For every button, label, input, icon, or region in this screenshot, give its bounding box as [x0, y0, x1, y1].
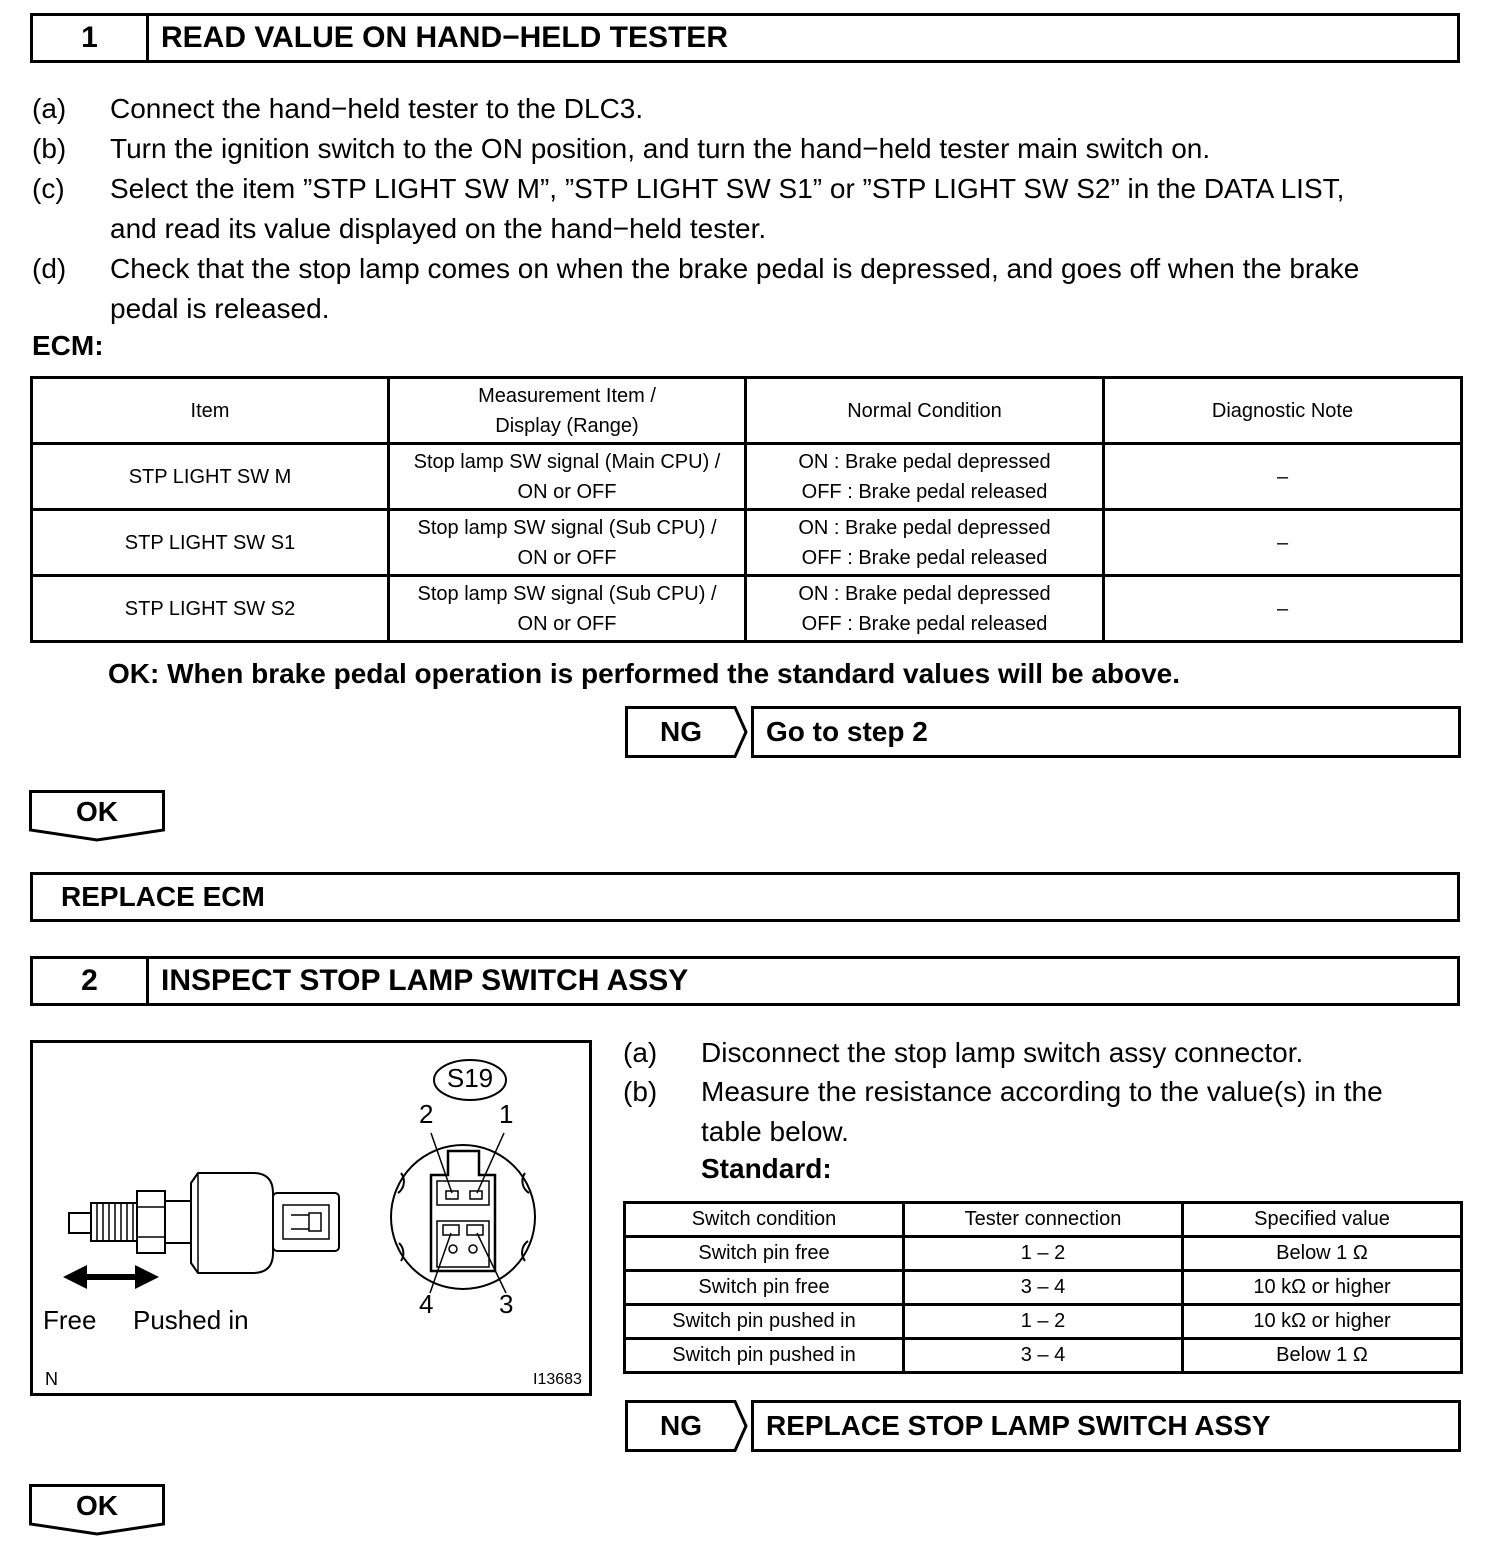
table-cell: Stop lamp SW signal (Main CPU) / ON or OFF — [389, 444, 746, 510]
step-1-instruction-c — [32, 169, 1472, 249]
instruction-text: Check that the stop lamp comes on when the brake pedal is depressed, and goes off when the brake — [110, 253, 1360, 284]
table-cell: 3 – 4 — [903, 1339, 1182, 1373]
figure-corner-left: N — [45, 1369, 58, 1389]
instruction-label: (b) — [623, 1076, 658, 1107]
ng-branch-step-1[interactable] — [625, 706, 1461, 758]
step-1-instruction-a — [32, 89, 1472, 129]
table-cell: 10 kΩ or higher — [1183, 1305, 1462, 1339]
pin-label-4: 4 — [419, 1289, 434, 1319]
pushed-in-label: Pushed in — [133, 1305, 249, 1335]
ng-label: NG — [660, 716, 702, 747]
ok-condition-note: OK: When brake pedal operation is performed the standard values will be above. — [108, 658, 1181, 689]
standard-label: Standard: — [701, 1153, 832, 1184]
table-header-cell: Specified value — [1183, 1203, 1462, 1237]
instruction-text: and read its value displayed on the hand−held tester. — [110, 213, 767, 244]
stop-lamp-switch-figure — [30, 1040, 592, 1396]
table-cell: Below 1 Ω — [1183, 1237, 1462, 1271]
pin-label-3: 3 — [499, 1289, 514, 1319]
figure-id: I13683 — [533, 1371, 582, 1388]
table-row — [32, 576, 1462, 642]
instruction-label: (c) — [32, 173, 65, 204]
table-cell: 1 – 2 — [903, 1305, 1182, 1339]
table-cell: 3 – 4 — [903, 1271, 1182, 1305]
table-header-cell: Item — [32, 378, 389, 444]
step-2-instruction-b — [623, 1072, 1473, 1152]
table-header-row — [32, 378, 1462, 444]
ok-label: OK — [76, 1490, 118, 1521]
instruction-text: pedal is released. — [110, 293, 330, 324]
table-cell: – — [1104, 510, 1462, 576]
table-row — [625, 1271, 1462, 1305]
table-header-cell: Tester connection — [903, 1203, 1182, 1237]
step-2-title: INSPECT STOP LAMP SWITCH ASSY — [161, 964, 689, 997]
connector-id: S19 — [446, 1063, 494, 1093]
instruction-text: Measure the resistance according to the value(s) in the — [701, 1076, 1383, 1107]
table-row — [32, 444, 1462, 510]
pin-label-2: 2 — [419, 1099, 434, 1129]
pin-label-1: 1 — [499, 1099, 514, 1129]
table-cell: STP LIGHT SW S2 — [32, 576, 389, 642]
table-header-row — [625, 1203, 1462, 1237]
ecm-data-table — [30, 376, 1463, 643]
table-row — [32, 510, 1462, 576]
instruction-text: table below. — [701, 1116, 849, 1147]
instruction-label: (a) — [623, 1037, 658, 1068]
standard-resistance-table — [623, 1201, 1463, 1374]
step-1-header — [30, 13, 1460, 63]
table-row — [625, 1339, 1462, 1373]
step-1-number: 1 — [33, 16, 149, 60]
step-2-header — [30, 956, 1460, 1006]
table-row — [625, 1305, 1462, 1339]
table-cell: Switch pin free — [625, 1271, 904, 1305]
ecm-table-title: ECM: — [32, 330, 104, 361]
table-cell: Stop lamp SW signal (Sub CPU) / ON or OFF — [389, 510, 746, 576]
table-cell: Switch pin pushed in — [625, 1305, 904, 1339]
table-cell: ON : Brake pedal depressed OFF : Brake pedal released — [746, 576, 1104, 642]
table-row — [625, 1237, 1462, 1271]
instruction-text: Select the item ”STP LIGHT SW M”, ”STP LIGHT SW S1” or ”STP LIGHT SW S2” in the DATA LIST, — [110, 173, 1345, 204]
ok-branch-step-2[interactable] — [29, 1484, 165, 1536]
table-cell: Below 1 Ω — [1183, 1339, 1462, 1373]
table-cell: 1 – 2 — [903, 1237, 1182, 1271]
instruction-text: Disconnect the stop lamp switch assy connector. — [701, 1037, 1304, 1068]
ng-destination[interactable]: Go to step 2 — [751, 706, 1461, 758]
table-cell: – — [1104, 576, 1462, 642]
table-cell: Switch pin free — [625, 1237, 904, 1271]
instruction-label: (d) — [32, 253, 67, 284]
free-label: Free — [43, 1305, 97, 1335]
stop-lamp-switch-illustration — [33, 1043, 589, 1393]
ok-branch-step-1[interactable] — [29, 790, 165, 842]
ng-label: NG — [660, 1410, 702, 1441]
table-cell: – — [1104, 444, 1462, 510]
table-header-cell: Switch condition — [625, 1203, 904, 1237]
replace-ecm-box: REPLACE ECM — [30, 872, 1460, 922]
table-cell: Stop lamp SW signal (Sub CPU) / ON or OFF — [389, 576, 746, 642]
table-cell: ON : Brake pedal depressed OFF : Brake pedal released — [746, 510, 1104, 576]
table-header-cell: Normal Condition — [746, 378, 1104, 444]
table-header-cell: Diagnostic Note — [1104, 378, 1462, 444]
instruction-text: Turn the ignition switch to the ON position, and turn the hand−held tester main switch on. — [110, 133, 1211, 164]
step-2-instruction-a — [623, 1033, 1473, 1073]
table-cell: STP LIGHT SW S1 — [32, 510, 389, 576]
push-direction-arrow-icon — [63, 1265, 159, 1289]
ok-label: OK — [76, 796, 118, 827]
step-2-number: 2 — [33, 959, 149, 1003]
ng-destination[interactable]: REPLACE STOP LAMP SWITCH ASSY — [751, 1400, 1461, 1452]
step-1-title: READ VALUE ON HAND−HELD TESTER — [161, 21, 728, 54]
instruction-label: (b) — [32, 133, 67, 164]
table-header-cell: Measurement Item / Display (Range) — [389, 378, 746, 444]
instruction-text: Connect the hand−held tester to the DLC3. — [110, 93, 644, 124]
step-1-instruction-b — [32, 129, 1472, 169]
table-cell: 10 kΩ or higher — [1183, 1271, 1462, 1305]
table-cell: Switch pin pushed in — [625, 1339, 904, 1373]
table-cell: STP LIGHT SW M — [32, 444, 389, 510]
table-cell: ON : Brake pedal depressed OFF : Brake pedal released — [746, 444, 1104, 510]
step-1-instruction-d — [32, 249, 1472, 329]
instruction-label: (a) — [32, 93, 67, 124]
ng-branch-step-2[interactable] — [625, 1400, 1461, 1452]
